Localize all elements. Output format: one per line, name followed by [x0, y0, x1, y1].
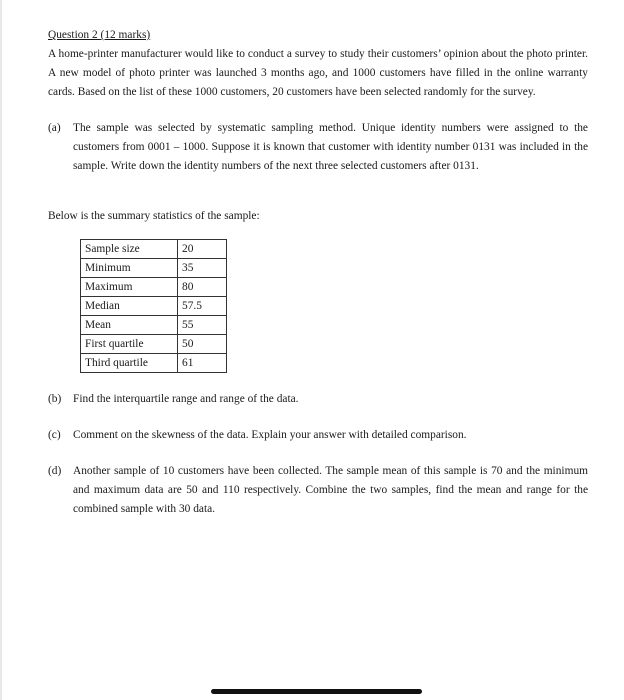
stat-label: First quartile: [81, 335, 178, 354]
table-row: [81, 354, 227, 373]
stat-label: Mean: [81, 316, 178, 335]
summary-statistics-table: [80, 239, 227, 373]
stat-value: 61: [178, 354, 227, 373]
stat-label: Third quartile: [81, 354, 178, 373]
stat-value: 55: [178, 316, 227, 335]
stat-label: Median: [81, 297, 178, 316]
part-a-text: The sample was selected by systematic sampling method. Unique identity numbers were assigned to the customers from 0001 – 1000. Suppose it is known that customer with identity number 0131 was included in the sample. Write down the identity numbers of the next three selected customers after 0131.: [73, 122, 588, 172]
stat-value: 35: [178, 259, 227, 278]
part-c: [48, 426, 588, 445]
stat-label: Minimum: [81, 259, 178, 278]
summary-intro: Below is the summary statistics of the sample:: [48, 210, 260, 222]
table-row: [81, 240, 227, 259]
part-c-label: (c): [48, 429, 61, 441]
page-edge: [0, 0, 2, 700]
stat-value: 57.5: [178, 297, 227, 316]
part-c-text: Comment on the skewness of the data. Explain your answer with detailed comparison.: [73, 429, 467, 441]
document: [48, 26, 588, 519]
table-row: [81, 278, 227, 297]
part-d-label: (d): [48, 465, 62, 477]
part-d-text: Another sample of 10 customers have been collected. The sample mean of this sample is 70 and the minimum and maximum data are 50 and 110 respectively. Combine the two samples, find the mean and range for the combined sample with 30 data.: [73, 465, 588, 515]
stat-value: 80: [178, 278, 227, 297]
stat-value: 20: [178, 240, 227, 259]
stat-label: Maximum: [81, 278, 178, 297]
stat-label: Sample size: [81, 240, 178, 259]
stat-value: 50: [178, 335, 227, 354]
question-title: Question 2 (12 marks): [48, 29, 151, 41]
part-a-label: (a): [48, 122, 61, 134]
part-b: [48, 390, 588, 409]
table-row: [81, 259, 227, 278]
table-row: [81, 335, 227, 354]
home-indicator[interactable]: [211, 689, 422, 694]
part-b-label: (b): [48, 393, 62, 405]
question-intro: A home-printer manufacturer would like to conduct a survey to study their customers’ opinion about the photo printer. A new model of photo printer was launched 3 months ago, and 1000 customers have filled in the online warranty cards. Based on the list of these 1000 customers, 20 customers have been selected randomly for the survey.: [48, 48, 588, 98]
part-d: [48, 462, 588, 519]
part-a: [48, 119, 588, 176]
table-row: [81, 316, 227, 335]
part-b-text: Find the interquartile range and range of the data.: [73, 393, 299, 405]
table-row: [81, 297, 227, 316]
